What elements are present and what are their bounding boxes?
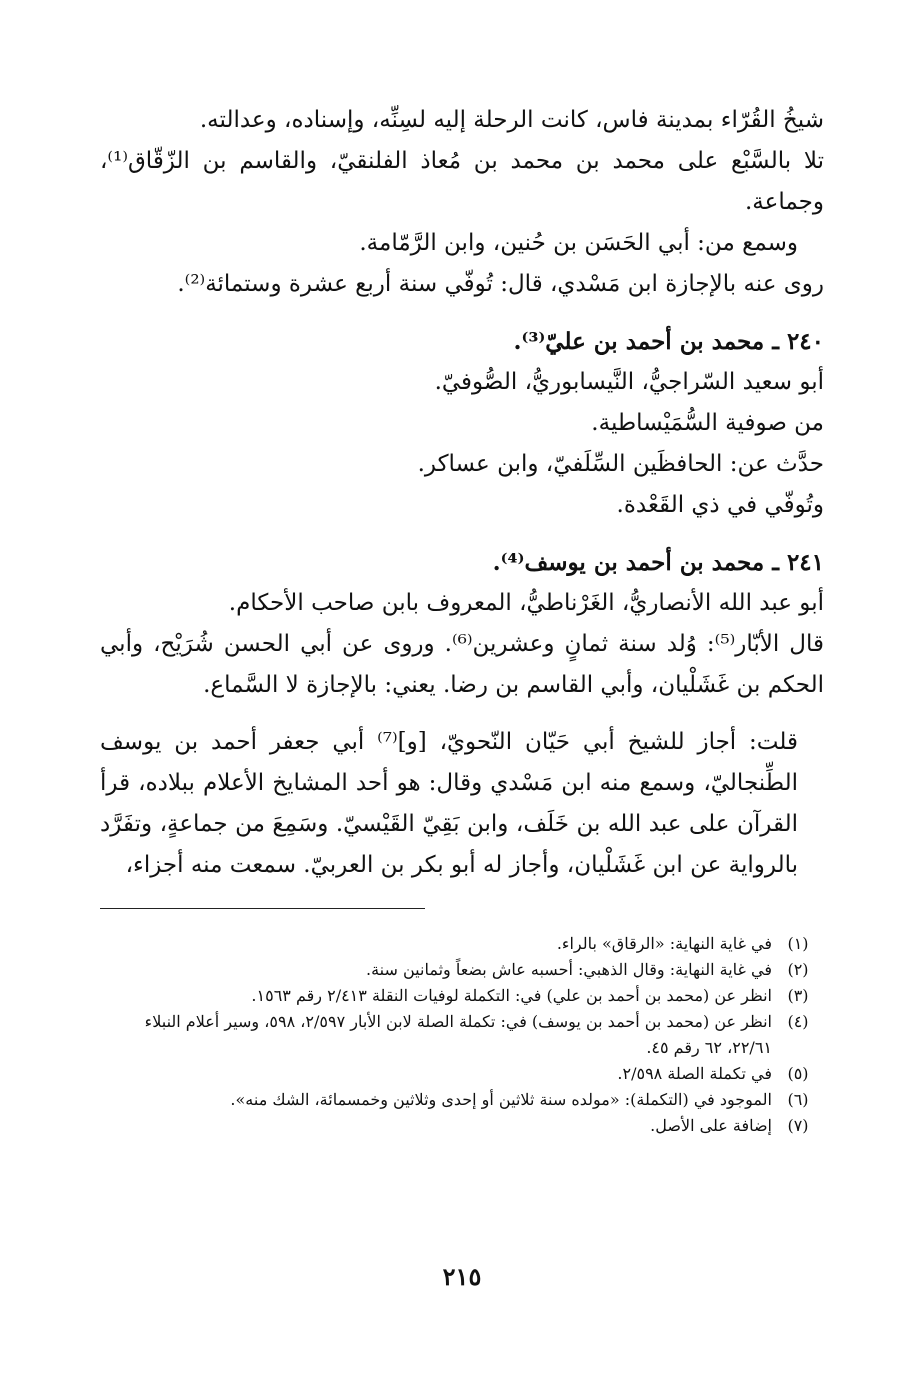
- entry-name: محمد بن أحمد بن يوسف⁽⁴⁾.: [492, 549, 765, 576]
- text-line: أبو سعيد السّراجيُّ، النَّيسابوريُّ، الصُّوفيّ.: [434, 369, 824, 395]
- text-line: وسمع من: أبي الحَسَن بن حُنين، وابن الرَّمّامة.: [359, 230, 798, 256]
- footnote-number: (٦): [787, 1090, 809, 1109]
- footnote: [100, 1113, 824, 1139]
- footnote-text: في غاية النهاية: وقال الذهبي: أحسبه عاش بضعاً وثمانين سنة.: [366, 960, 772, 979]
- footnote-text: انظر عن (محمد بن أحمد بن يوسف) في: تكملة الصلة لابن الأبار ٢/٥٩٧، ٥٩٨، وسير أعلام النبلاء ٢٢/٦١، ٦٢ رقم ٤٥.: [144, 1012, 772, 1057]
- footnote-number: (٣): [787, 986, 809, 1005]
- footnote: [100, 931, 824, 957]
- footnote-text: انظر عن (محمد بن أحمد بن علي) في: التكملة لوفيات النقلة ٢/٤١٣ رقم ١٥٦٣.: [251, 986, 772, 1005]
- footnote-text: إضافة على الأصل.: [650, 1116, 772, 1135]
- footnote-text: في غاية النهاية: «الرقاق» بالراء.: [556, 934, 772, 953]
- text-line: وتُوفّي في ذي القَعْدة.: [616, 492, 824, 518]
- footnote: [100, 1061, 824, 1087]
- text-line: من صوفية السُّمَيْساطية.: [591, 410, 824, 436]
- entry-heading-240: [100, 321, 824, 362]
- text-line: روى عنه بالإجازة ابن مَسْدي، قال: تُوفّي سنة أربع عشرة وستمائة⁽²⁾.: [177, 271, 824, 297]
- footnote-number: (٧): [787, 1116, 809, 1135]
- footnote: [100, 1009, 824, 1061]
- text-line: شيخُ القُرّاء بمدينة فاس، كانت الرحلة إليه لسِنِّه، وإسناده، وعدالته.: [199, 107, 824, 133]
- footnote-number: (٤): [787, 1012, 809, 1031]
- footnote: [100, 983, 824, 1009]
- footnote-text: في تكملة الصلة ٢/٥٩٨.: [617, 1064, 772, 1083]
- footnote-number: (٢): [787, 960, 809, 979]
- footnote-number: (١): [787, 934, 809, 953]
- main-text: [100, 100, 824, 886]
- text-line: أبو عبد الله الأنصاريُّ، الغَرْناطيُّ، المعروف بابن صاحب الأحكام.: [228, 590, 824, 616]
- entry-name: محمد بن أحمد بن عليّ⁽³⁾.: [513, 328, 765, 355]
- footnote: [100, 1087, 824, 1113]
- text-line: قال الأبّار⁽⁵⁾: وُلد سنة ثمانٍ وعشرين⁽⁶⁾. وروى عن أبي الحسن شُرَيْح، وأبي الحكم بن غَشَلْيان، وأبي القاسم بن رضا. يعني: بالإجازة لا السَّماع.: [100, 631, 824, 698]
- entry-number: ٢٤١ ـ: [772, 549, 824, 576]
- entry-number: ٢٤٠ ـ: [772, 328, 824, 355]
- footnote: [100, 957, 824, 983]
- footnotes: [100, 931, 824, 1139]
- paragraph-gap: [100, 706, 824, 722]
- footnote-text: الموجود في (التكملة): «مولده سنة ثلاثين أو إحدى وثلاثين وخمسمائة، الشك منه».: [230, 1090, 772, 1109]
- text-line: تلا بالسَّبْع على محمد بن محمد بن مُعاذ الفلنقيّ، والقاسم بن الزّقّاق⁽¹⁾، وجماعة.: [100, 148, 824, 215]
- entry-heading-241: [100, 542, 824, 583]
- text-line: حدَّث عن: الحافظَين السِّلَفيّ، وابن عساكر.: [417, 451, 824, 477]
- footnote-number: (٥): [787, 1064, 809, 1083]
- footnote-separator: [100, 908, 425, 909]
- comment-paragraph: قلت: أجاز للشيخ أبي حَيّان النّحويّ، [و]⁽⁷⁾ أبي جعفر أحمد بن يوسف الطِّنجاليّ، وسمع منه ابن مَسْدي وقال: هو أحد المشايخ الأعلام ببلاده، قرأ القرآن على عبد الله بن خَلَف، وابن بَقِيّ القَيْسيّ. وسَمِعَ من جماعةٍ، وتفَرَّد بالرواية عن ابن غَشَلْيان، وأجاز له أبو بكر بن العربيّ. سمعت منه أجزاء،: [100, 729, 798, 878]
- page-number: ٢١٥: [442, 1262, 482, 1291]
